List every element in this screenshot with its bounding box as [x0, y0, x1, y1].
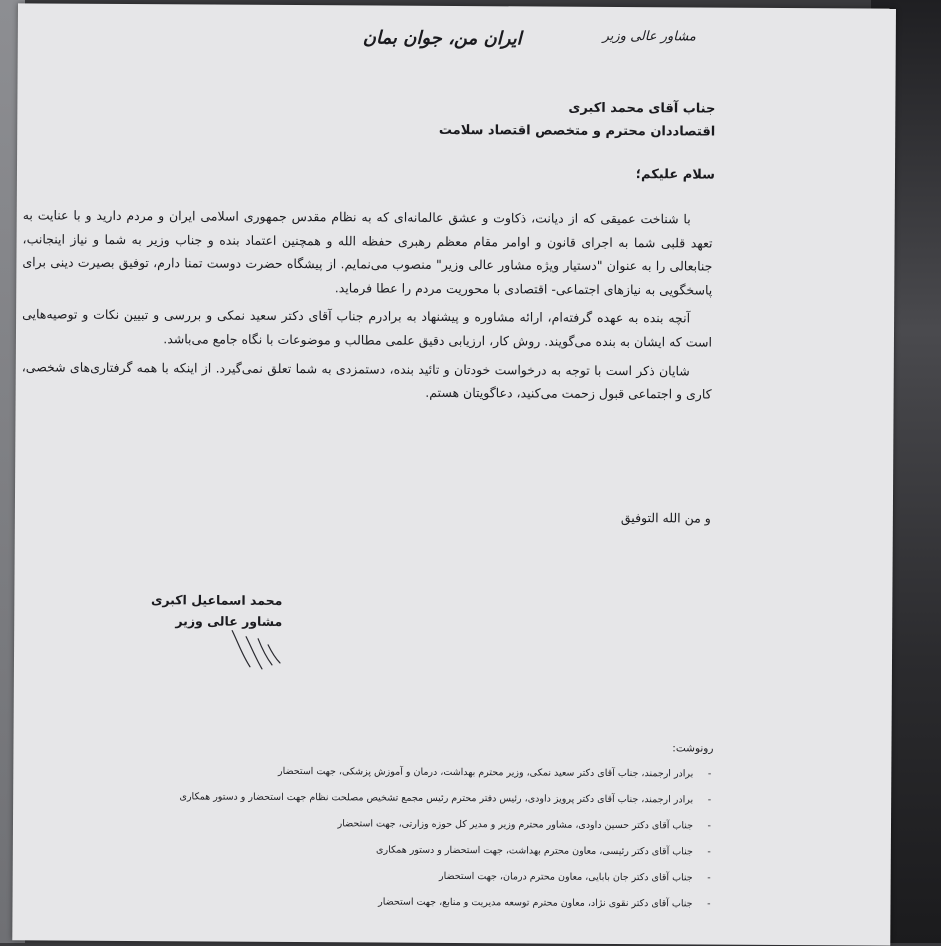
cc-item: - جناب آقای دکتر رئیسی، معاون محترم بهداشت، جهت استحضار و دستور همکاری	[21, 839, 711, 860]
cc-list	[20, 761, 711, 921]
cc-item: - برادر ارجمند، جناب آقای دکتر سعید نمکی، وزیر محترم بهداشت، درمان و آموزش پزشکی، جهت استحضار	[21, 761, 711, 782]
letter-body	[22, 203, 713, 411]
signer-name: محمد اسماعیل اکبری	[150, 592, 283, 608]
salutation: سلام علیکم؛	[635, 167, 716, 183]
cc-item: - برادر ارجمند، جناب آقای دکتر پرویز داودی، رئیس دفتر محترم رئیس مجمع تشخیص مصلحت نظام جهت استحضار و دستور همکاری	[21, 787, 711, 808]
recipient-name: جناب آقای محمد اکبری	[568, 100, 716, 117]
signer-title: مشاور عالی وزیر	[175, 613, 283, 629]
recipient-block	[315, 95, 715, 143]
cc-heading: رونوشت:	[672, 742, 714, 755]
body-paragraph-3: شایان ذکر است با توجه به درخواست خودتان و تائید بنده، دستمزدی به شما تعلق نمی‌گیرد. از اینکه با همه گرفتاری‌های شخصی، کاری و اجتماعی قبول زحمت می‌کنید، دعاگویتان هستم.	[21, 358, 712, 402]
closing-line: و من الله التوفیق	[620, 510, 711, 526]
cc-item: - جناب آقای دکتر جان بابایی، معاون محترم درمان، جهت استحضار	[21, 865, 711, 886]
cc-item: - جناب آقای دکتر نقوی نژاد، معاون محترم توسعه مدیریت و منابع، جهت استحضار	[20, 891, 710, 912]
handwritten-signature	[224, 625, 284, 675]
letterhead-org: مشاور عالی وزیر	[602, 28, 696, 45]
letterhead-motto: ایران من، جوان بمان	[362, 27, 522, 50]
body-paragraph-2: آنچه بنده به عهده گرفته‌ام، ارائه مشاوره و پیشنهاد به برادرم جناب آقای دکتر سعید نمکی و بررسی و تبیین نکات و توصیه‌هایی است که ایشان به بنده می‌گویند. روش کار، ارزیابی دقیق علمی مطالب و موضوعات با نگاه جامع می‌باشد.	[22, 306, 712, 350]
recipient-title: اقتصاددان محترم و متخصص اقتصاد سلامت	[438, 122, 716, 140]
letter-paper	[12, 3, 896, 945]
body-paragraph-1: با شناخت عمیقی که از دیانت، ذکاوت و عشق عالمانه‌ای که به نظام مقدس جمهوری اسلامی ایران و مردم دارید و با عنایت به تعهد قلبی شما به اجرای قانون و اوامر مقام معظم رهبری حفظه الله و همچنین اعتماد بنده و جناب وزیر به شما و نیاز اینجانب، جنابعالی را به عنوان "دستیار ویژه مشاور عالی وزیر" منصوب می‌نمایم. از پیشگاه حضرت دوست تمنا دارم، توفیق بصیرت دینی برای پاسخگویی به نیازهای اجتماعی- اقتصادی با محوریت مردم را عطا فرماید.	[22, 207, 713, 298]
cc-item: - جناب آقای دکتر حسین داودی، مشاور محترم وزیر و مدیر کل حوزه وزارتی، جهت استحضار	[21, 813, 711, 834]
